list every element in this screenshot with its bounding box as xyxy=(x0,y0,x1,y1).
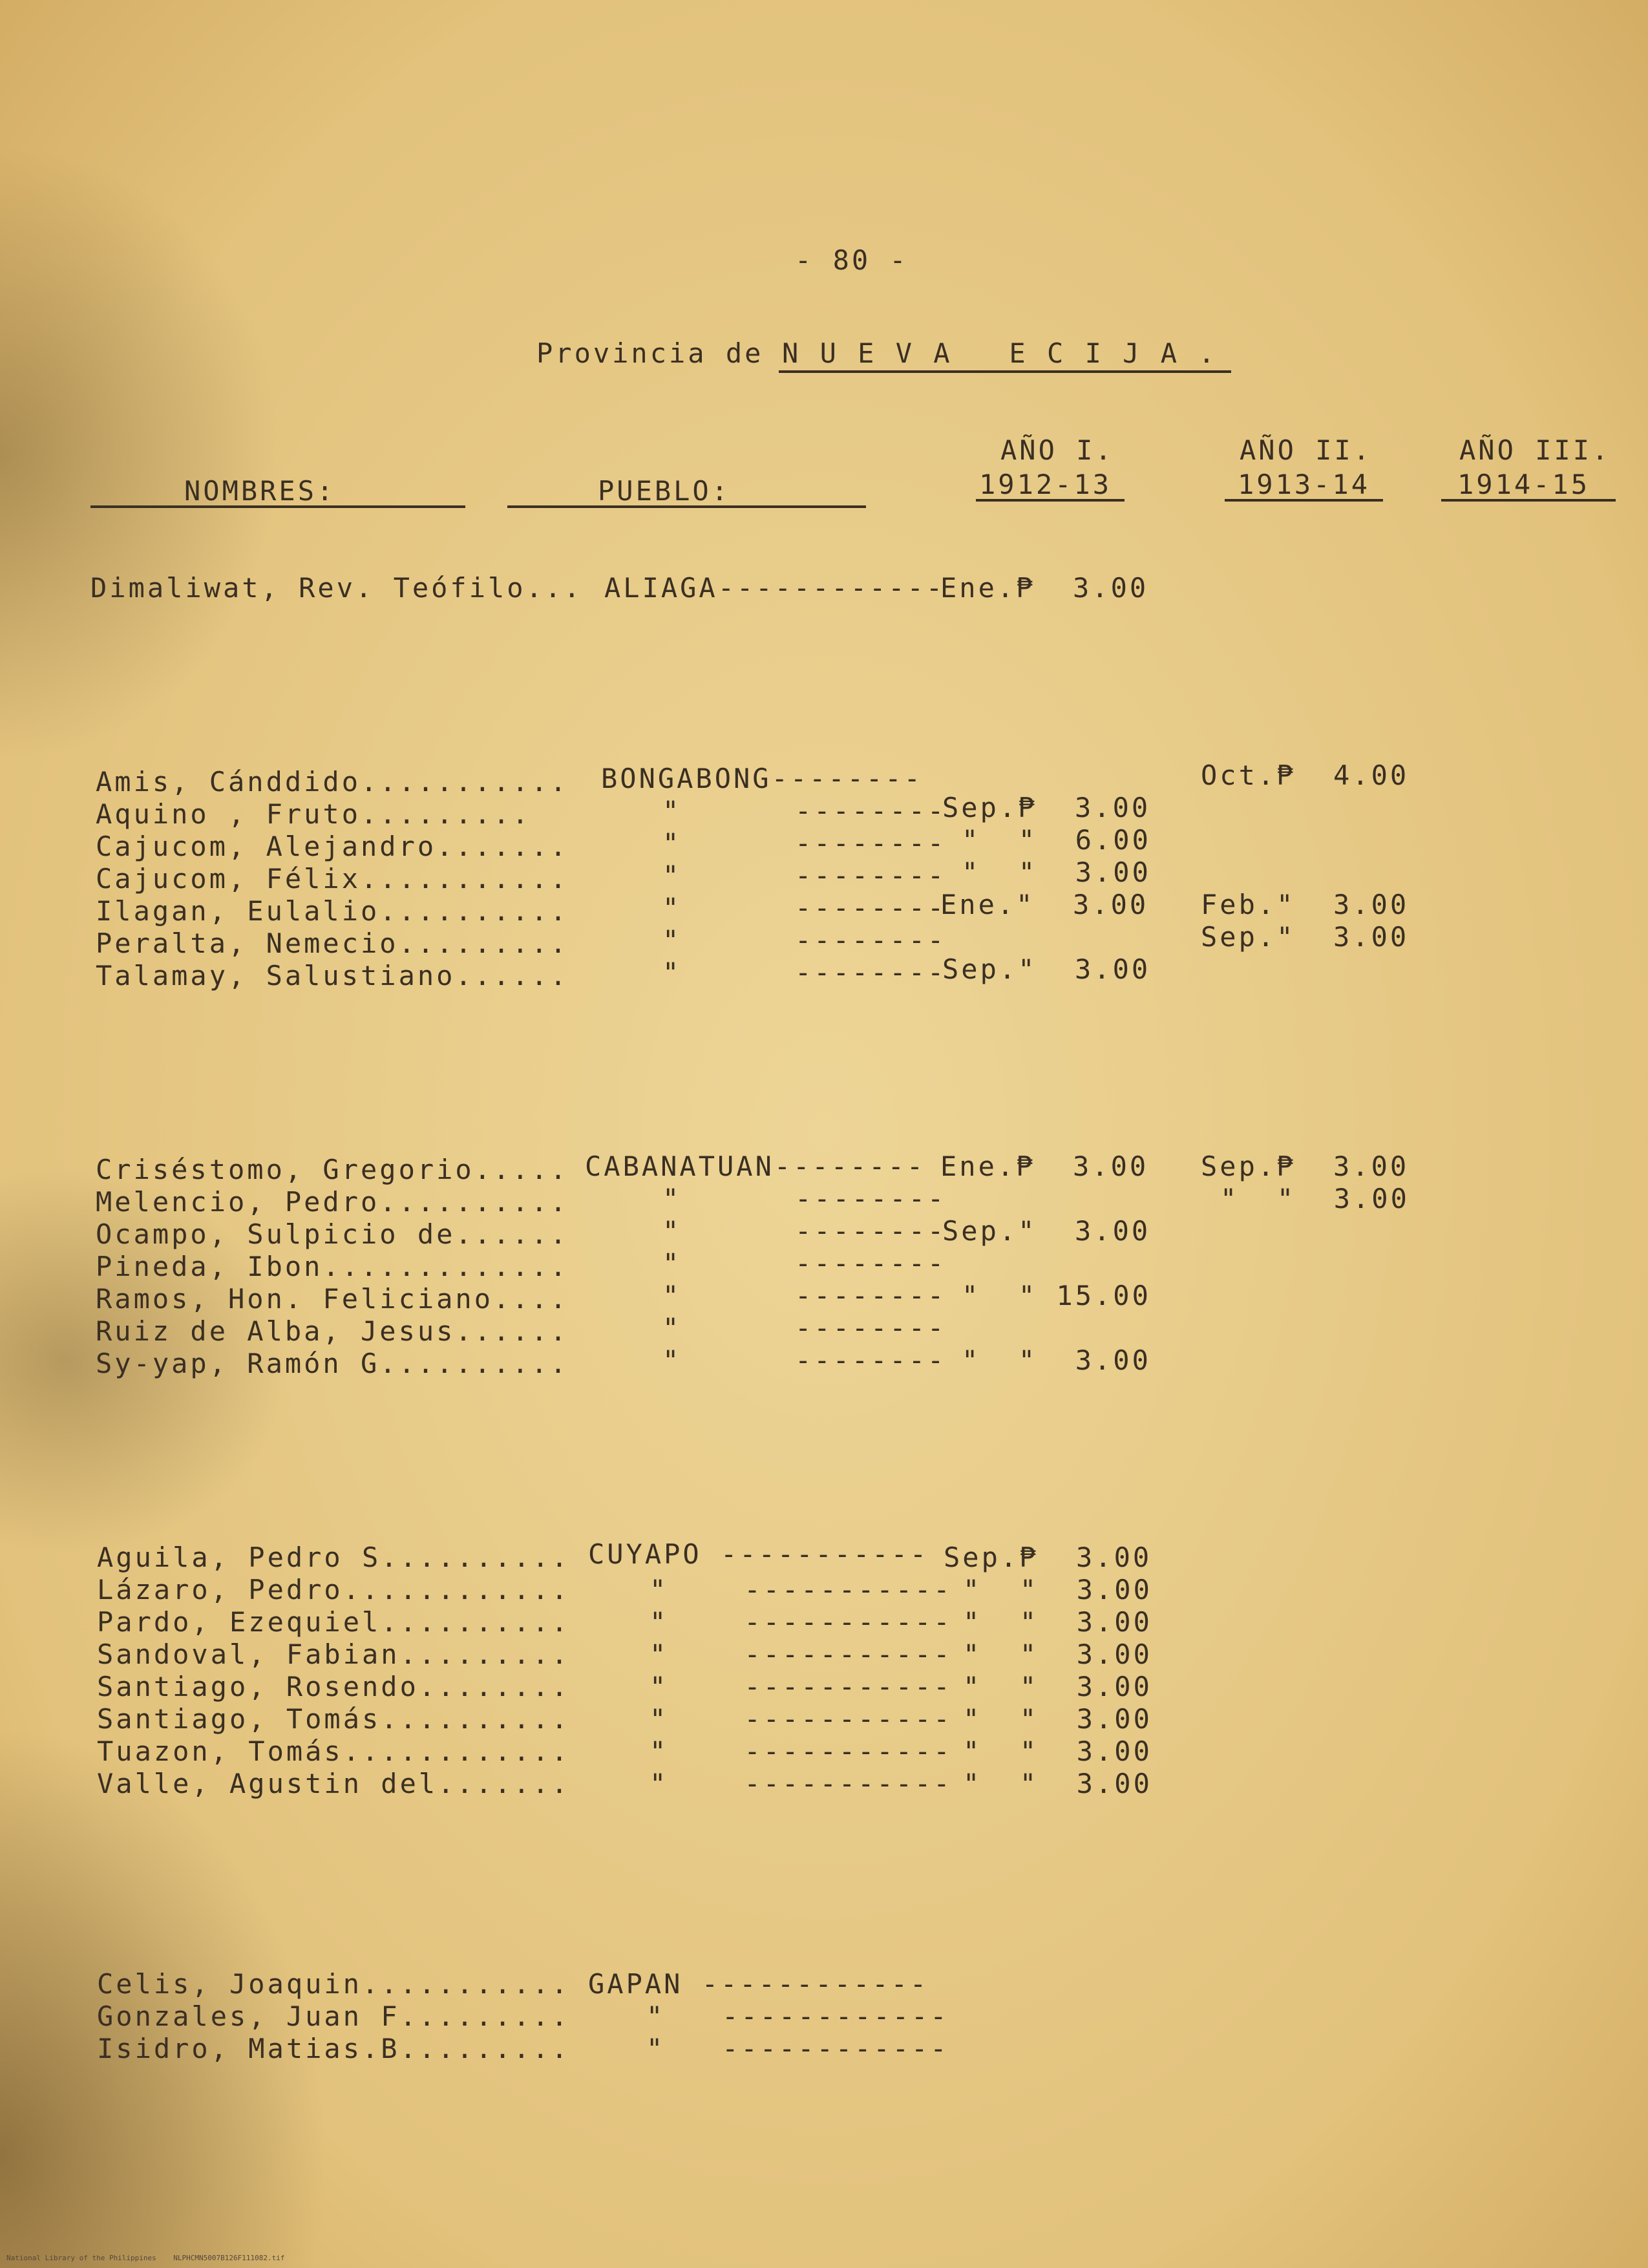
row-name: Isidro, Matias.B......... xyxy=(97,2033,571,2064)
row-pueblo: CABANATUAN-------- xyxy=(585,1150,926,1182)
row-pueblo: " ----------- xyxy=(650,1638,953,1670)
row-name: Cajucom, Félix........... xyxy=(96,863,569,895)
row-pueblo: " ----------- xyxy=(650,1671,953,1702)
row-year1: " " 3.00 xyxy=(962,856,1151,888)
row-name: Criséstomo, Gregorio..... xyxy=(96,1154,569,1185)
page-number: - 80 - xyxy=(795,244,909,276)
row-name: Ilagan, Eulalio.......... xyxy=(96,895,569,927)
row-pueblo: BONGABONG-------- xyxy=(601,763,923,794)
row-pueblo: ALIAGA------------ xyxy=(604,572,945,604)
year3-years: 1914-15 xyxy=(1457,469,1590,500)
row-name: Cajucom, Alejandro....... xyxy=(96,831,569,862)
province-underline xyxy=(779,370,1231,373)
row-year1: " " 6.00 xyxy=(962,824,1151,856)
row-pueblo: GAPAN ------------ xyxy=(588,1968,929,2000)
year2-label: AÑO II. xyxy=(1240,434,1373,466)
row-name: Pineda, Ibon............. xyxy=(96,1251,569,1282)
row-pueblo: " -------- xyxy=(662,1312,947,1344)
row-pueblo: " ----------- xyxy=(650,1768,953,1799)
row-year1: Sep.₱ 3.00 xyxy=(944,1542,1152,1573)
row-year1: " " 3.00 xyxy=(963,1606,1152,1638)
pueblo-underline xyxy=(507,505,866,508)
row-year2: Sep." 3.00 xyxy=(1201,921,1410,953)
row-name: Peralta, Nemecio......... xyxy=(96,927,569,959)
row-name: Sandoval, Fabian......... xyxy=(97,1638,571,1670)
year2-years: 1913-14 xyxy=(1238,469,1371,500)
row-name: Ramos, Hon. Feliciano.... xyxy=(96,1283,569,1315)
row-pueblo: CUYAPO ----------- xyxy=(588,1538,929,1570)
row-year2: " " 3.00 xyxy=(1220,1183,1410,1214)
row-pueblo: " -------- xyxy=(662,924,947,956)
archive-footer: National Library of the Philippines NLPHCMN5007B126F111082.tif xyxy=(6,2254,285,2262)
row-year1: " " 3.00 xyxy=(963,1703,1152,1735)
row-year1: Sep." 3.00 xyxy=(942,1215,1151,1247)
row-name: Santiago, Rosendo........ xyxy=(97,1671,571,1702)
year2-underline xyxy=(1225,499,1383,502)
row-pueblo: " -------- xyxy=(662,860,947,891)
year3-underline xyxy=(1441,499,1616,502)
province-name: N U E V A E C I J A . xyxy=(782,337,1218,369)
row-name: Pardo, Ezequiel.......... xyxy=(97,1606,571,1638)
column-header-nombres: NOMBRES: xyxy=(184,475,336,507)
row-name: Amis, Cánddido........... xyxy=(96,766,569,798)
row-year2: Sep.₱ 3.00 xyxy=(1201,1150,1410,1182)
row-year1: Ene.₱ 3.00 xyxy=(940,1150,1149,1182)
year1-underline xyxy=(976,499,1125,502)
row-pueblo: " -------- xyxy=(662,957,947,988)
row-year2: Feb." 3.00 xyxy=(1201,889,1410,920)
row-name: Ruiz de Alba, Jesus...... xyxy=(96,1315,569,1347)
row-pueblo: " ----------- xyxy=(650,1703,953,1735)
row-name: Tuazon, Tomás............ xyxy=(97,1735,571,1767)
row-year1: " " 3.00 xyxy=(963,1768,1152,1799)
row-year2: Oct.₱ 4.00 xyxy=(1201,759,1410,791)
row-pueblo: " ----------- xyxy=(650,1606,953,1638)
row-name: Celis, Joaquin........... xyxy=(97,1968,571,2000)
row-year1: " " 3.00 xyxy=(962,1344,1151,1376)
year1-label: AÑO I. xyxy=(1000,434,1114,466)
row-year1: Sep." 3.00 xyxy=(942,953,1151,985)
row-pueblo: " ----------- xyxy=(650,1735,953,1767)
row-year1: Ene." 3.00 xyxy=(940,889,1149,920)
row-name: Talamay, Salustiano...... xyxy=(96,960,569,991)
row-pueblo: " -------- xyxy=(662,1344,947,1376)
row-pueblo: " ------------ xyxy=(646,2033,949,2064)
row-pueblo: " ----------- xyxy=(650,1574,953,1606)
province-prefix: Provincia de xyxy=(536,337,764,369)
nombres-underline xyxy=(90,505,465,508)
column-header-pueblo: PUEBLO: xyxy=(598,475,731,507)
row-name: Melencio, Pedro.......... xyxy=(96,1186,569,1218)
row-year1: Sep.₱ 3.00 xyxy=(942,792,1151,823)
row-year1: " " 3.00 xyxy=(963,1574,1152,1606)
row-pueblo: " ------------ xyxy=(646,2000,949,2032)
row-name: Santiago, Tomás.......... xyxy=(97,1703,571,1735)
row-pueblo: " -------- xyxy=(662,1280,947,1311)
row-pueblo: " -------- xyxy=(662,795,947,827)
row-name: Ocampo, Sulpicio de...... xyxy=(96,1218,569,1250)
row-pueblo: " -------- xyxy=(662,827,947,859)
row-pueblo: " -------- xyxy=(662,1183,947,1214)
row-name: Lázaro, Pedro............ xyxy=(97,1574,571,1606)
row-year1: Ene.₱ 3.00 xyxy=(940,572,1149,604)
year1-years: 1912-13 xyxy=(979,469,1112,500)
row-name: Valle, Agustin del....... xyxy=(97,1768,571,1799)
row-year1: " " 15.00 xyxy=(962,1280,1151,1311)
row-pueblo: " -------- xyxy=(662,892,947,924)
row-name: Gonzales, Juan F......... xyxy=(97,2000,571,2032)
row-year1: " " 3.00 xyxy=(963,1671,1152,1702)
row-pueblo: " -------- xyxy=(662,1247,947,1279)
row-year1: " " 3.00 xyxy=(963,1638,1152,1670)
row-year1: " " 3.00 xyxy=(963,1735,1152,1767)
row-pueblo: " -------- xyxy=(662,1215,947,1247)
year3-label: AÑO III. xyxy=(1459,434,1611,466)
row-name: Aguila, Pedro S.......... xyxy=(97,1542,571,1573)
row-name: Aquino , Fruto......... xyxy=(96,798,531,830)
row-name: Sy-yap, Ramón G.......... xyxy=(96,1348,569,1379)
row-name: Dimaliwat, Rev. Teófilo... xyxy=(90,572,583,604)
